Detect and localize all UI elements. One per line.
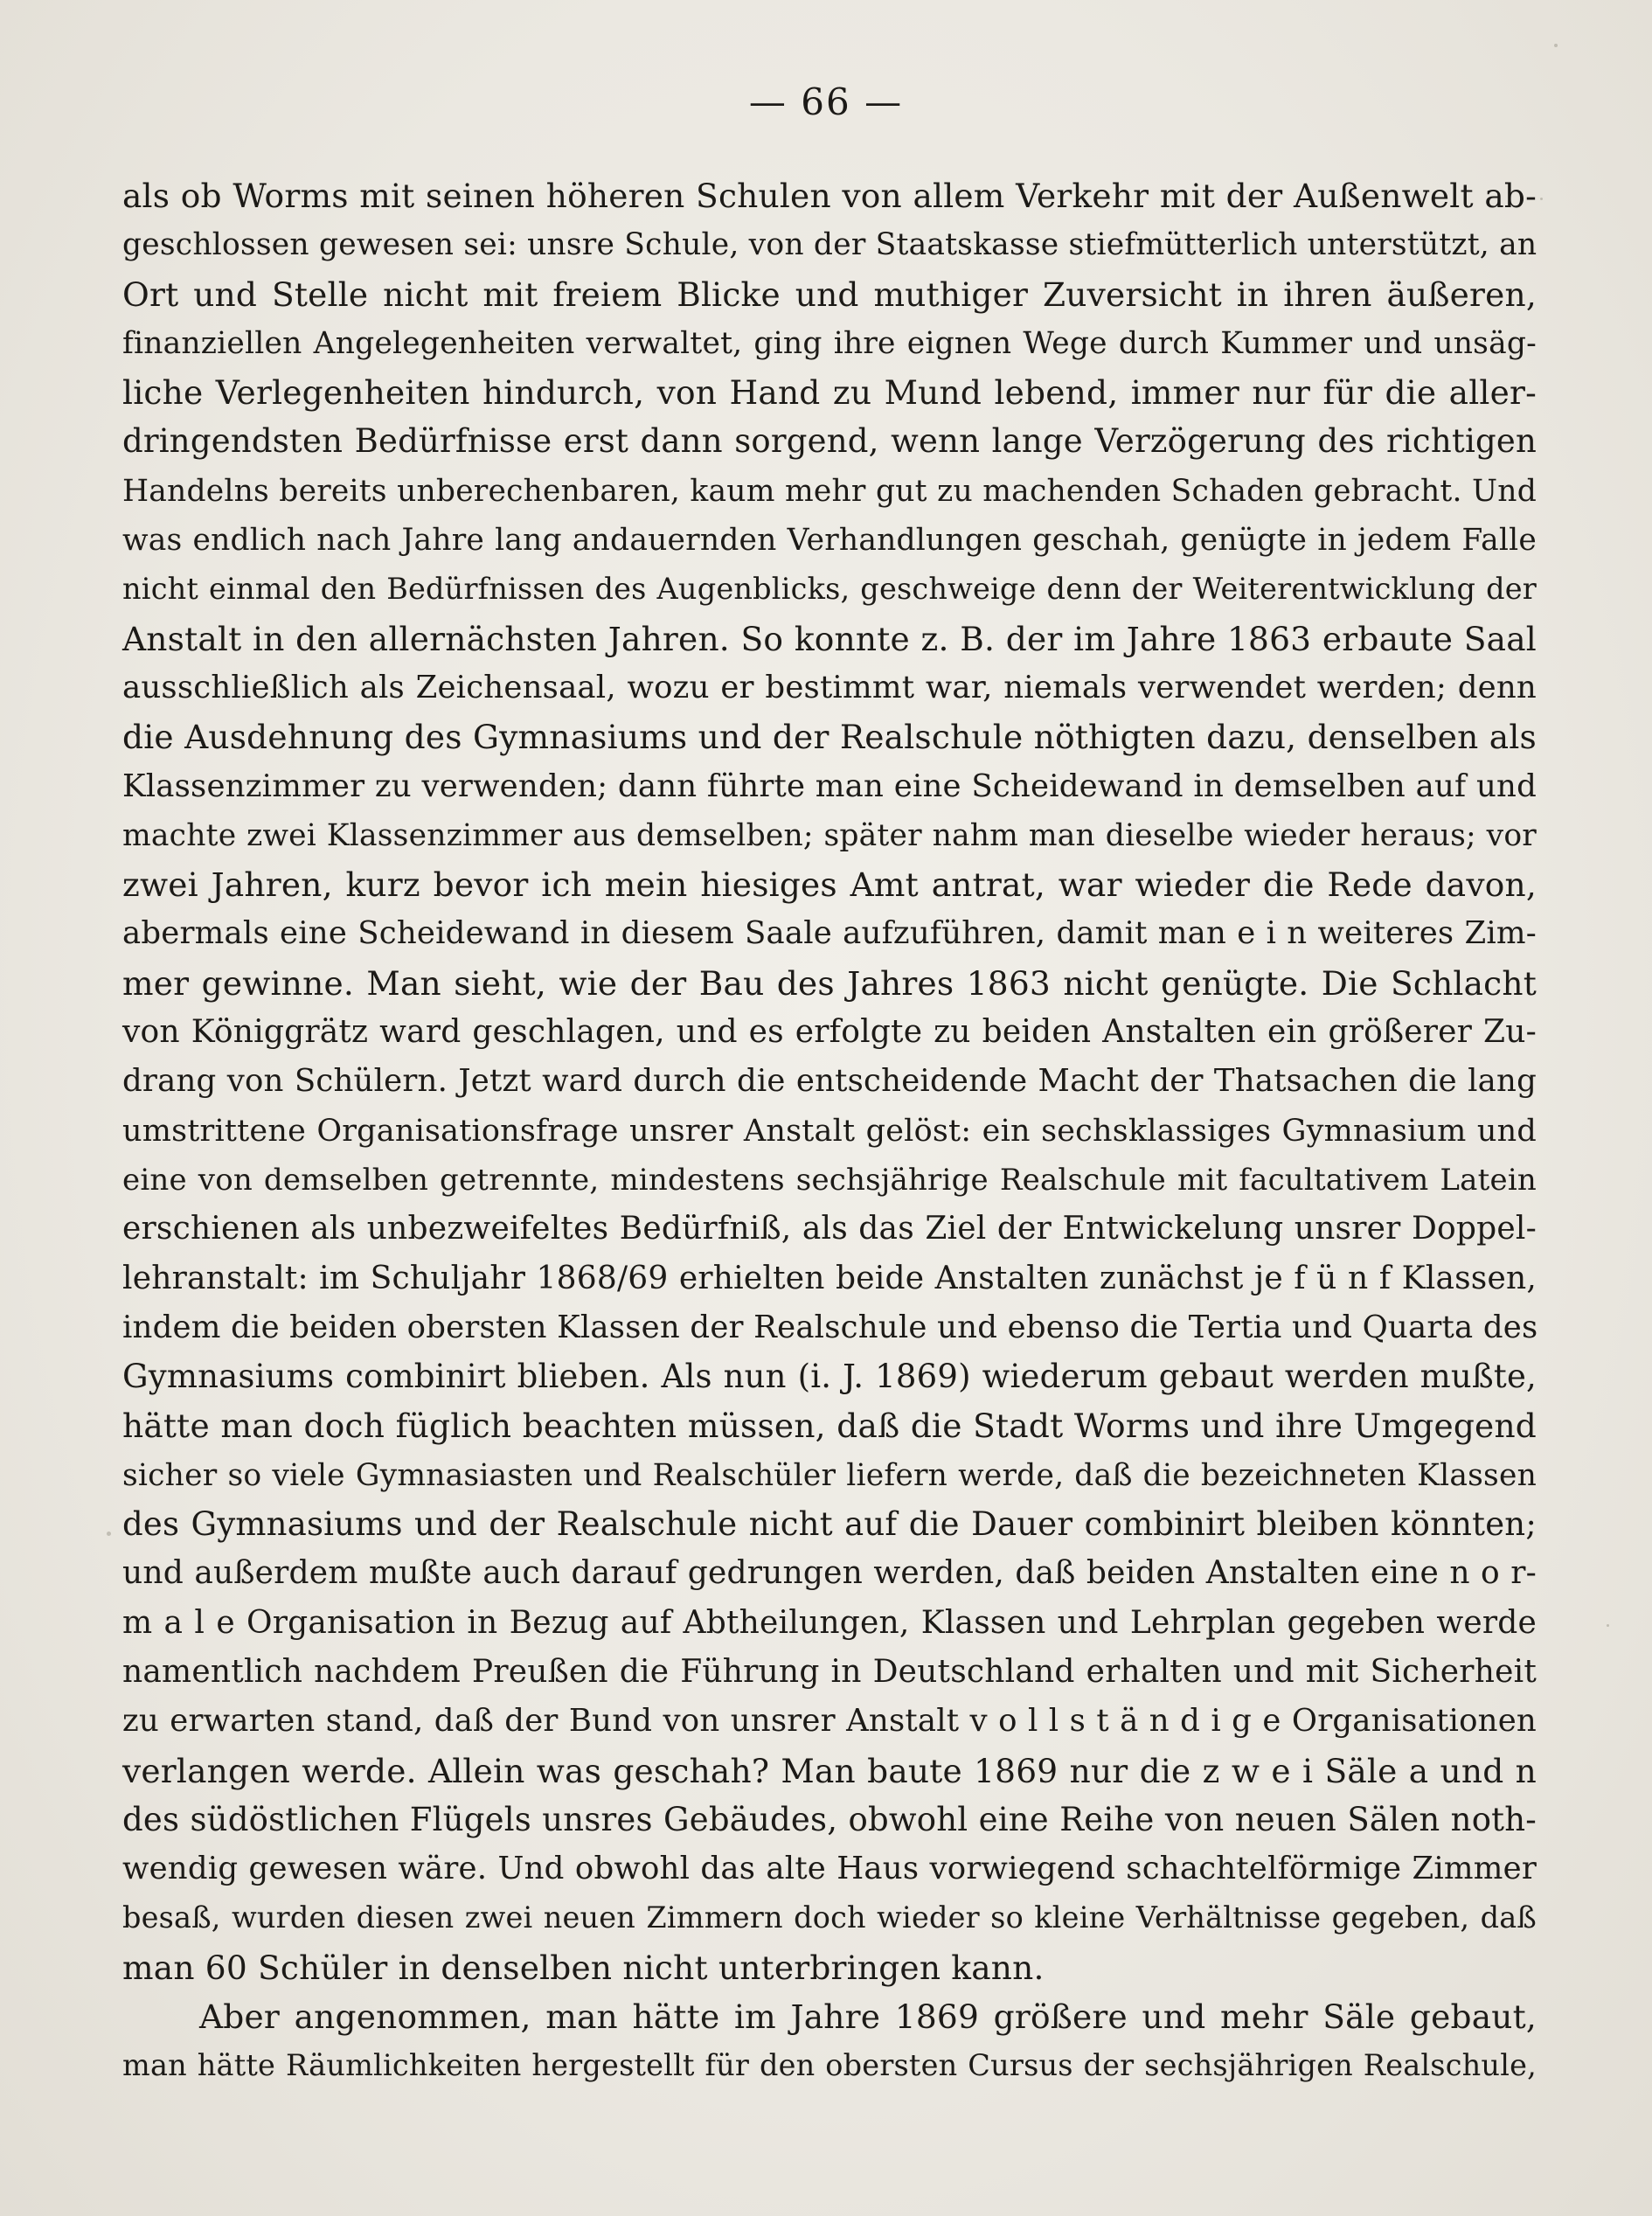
text-line: indem die beiden obersten Klassen der Realschule und ebenso die Tertia und Quarta des	[122, 1309, 1538, 1345]
text-line: verlangen werde. Allein was geschah? Man baute 1869 nur die z w e i Säle a und n	[122, 1751, 1537, 1790]
text-line: dringendsten Bedürfnisse erst dann sorgend, wenn lange Verzögerung des richtigen	[122, 422, 1537, 461]
text-line: eine von demselben getrennte, mindestens sechsjährige Realschule mit facultativem Latein	[122, 1162, 1537, 1198]
text-line: man 60 Schüler in denselben nicht unterbringen kann.	[122, 1948, 1045, 1987]
text-line: die Ausdehnung des Gymnasiums und der Realschule nöthigten dazu, denselben als	[122, 718, 1537, 757]
text-line: finanziellen Angelegenheiten verwaltet, ging ihre eignen Wege durch Kummer und unsäg-	[122, 325, 1537, 361]
text-line: Anstalt in den allernächsten Jahren. So konnte z. B. der im Jahre 1863 erbaute Saal	[122, 619, 1537, 658]
text-line: man hätte Räumlichkeiten hergestellt für den obersten Cursus der sechsjährigen Realschule,	[122, 2048, 1537, 2083]
text-line: Handelns bereits unberechenbaren, kaum mehr gut zu machenden Schaden gebracht. Und	[122, 473, 1537, 509]
text-line: machte zwei Klassenzimmer aus demselben; später nahm man dieselbe wieder heraus; vor	[122, 817, 1537, 853]
text-line: geschlossen gewesen sei: unsre Schule, von der Staatskasse stiefmütterlich unterstützt, an	[122, 227, 1537, 263]
page-number: — 66 —	[748, 80, 904, 123]
text-line: mer gewinne. Man sieht, wie der Bau des Jahres 1863 nicht genügte. Die Schlacht	[122, 963, 1537, 1003]
text-line: als ob Worms mit seinen höheren Schulen von allem Verkehr mit der Außenwelt ab-	[122, 177, 1537, 215]
text-line: sicher so viele Gymnasiasten und Realschüler liefern werde, daß die bezeichneten Klassen	[122, 1457, 1537, 1493]
paper-speck	[107, 1532, 111, 1536]
text-line: drang von Schülern. Jetzt ward durch die entscheidende Macht der Thatsachen die lang	[122, 1063, 1537, 1100]
text-line: Aber angenommen, man hätte im Jahre 1869 größere und mehr Säle gebaut,	[199, 1997, 1537, 2036]
text-line: zu erwarten stand, daß der Bund von unsrer Anstalt v o l l s t ä n d i g e Organisationen	[122, 1703, 1537, 1740]
text-line: m a l e Organisation in Bezug auf Abtheilungen, Klassen und Lehrplan gegeben werde	[122, 1604, 1537, 1641]
text-line: lehranstalt: im Schuljahr 1868/69 erhielten beide Anstalten zunächst je f ü n f Klassen,	[122, 1260, 1537, 1296]
text-line: des südöstlichen Flügels unsres Gebäudes, obwohl eine Reihe von neuen Sälen noth-	[122, 1800, 1537, 1838]
text-line: nicht einmal den Bedürfnissen des Augenblicks, geschweige denn der Weiterentwicklung der	[122, 572, 1537, 607]
paper-speck	[1540, 198, 1543, 200]
text-line: Gymnasiums combinirt blieben. Als nun (i. J. 1869) wiederum gebaut werden mußte,	[122, 1358, 1537, 1396]
body-text	[122, 171, 1537, 2091]
text-line: zwei Jahren, kurz bevor ich mein hiesiges Amt antrat, war wieder die Rede davon,	[122, 865, 1537, 905]
text-line: des Gymnasiums und der Realschule nicht auf die Dauer combinirt bleiben könnten;	[122, 1505, 1537, 1544]
text-line: liche Verlegenheiten hindurch, von Hand zu Mund lebend, immer nur für die aller-	[122, 373, 1537, 413]
text-line: erschienen als unbezweifeltes Bedürfniß, als das Ziel der Entwickelung unsrer Doppel-	[122, 1211, 1537, 1247]
text-line: Ort und Stelle nicht mit freiem Blicke und muthiger Zuversicht in ihren äußeren,	[122, 274, 1537, 314]
text-line: abermals eine Scheidewand in diesem Saale aufzuführen, damit man e i n weiteres Zim-	[122, 915, 1537, 952]
text-line: was endlich nach Jahre lang andauernden Verhandlungen geschah, genügte in jedem Falle	[122, 523, 1537, 559]
paper-speck	[1607, 1624, 1609, 1627]
text-line: umstrittene Organisationsfrage unsrer Anstalt gelöst: ein sechsklassiges Gymnasium und	[122, 1113, 1537, 1149]
text-line: und außerdem mußte auch darauf gedrungen werden, daß beiden Anstalten eine n o r-	[122, 1555, 1537, 1592]
paper-speck	[1554, 44, 1558, 47]
text-line: hätte man doch füglich beachten müssen, daß die Stadt Worms und ihre Umgegend	[122, 1407, 1537, 1446]
text-line: Klassenzimmer zu verwenden; dann führte man eine Scheidewand in demselben auf und	[122, 768, 1537, 804]
text-line: ausschließlich als Zeichensaal, wozu er bestimmt war, niemals verwendet werden; denn	[122, 669, 1537, 705]
text-line: von Königgrätz ward geschlagen, und es erfolgte zu beiden Anstalten ein größerer Zu-	[122, 1014, 1537, 1051]
text-line: namentlich nachdem Preußen die Führung in Deutschland erhalten und mit Sicherheit	[122, 1653, 1537, 1690]
text-line: besaß, wurden diesen zwei neuen Zimmern doch wieder so kleine Verhältnisse gegeben, daß	[122, 1900, 1537, 1935]
text-line: wendig gewesen wäre. Und obwohl das alte Haus vorwiegend schachtelförmige Zimmer	[122, 1851, 1537, 1887]
